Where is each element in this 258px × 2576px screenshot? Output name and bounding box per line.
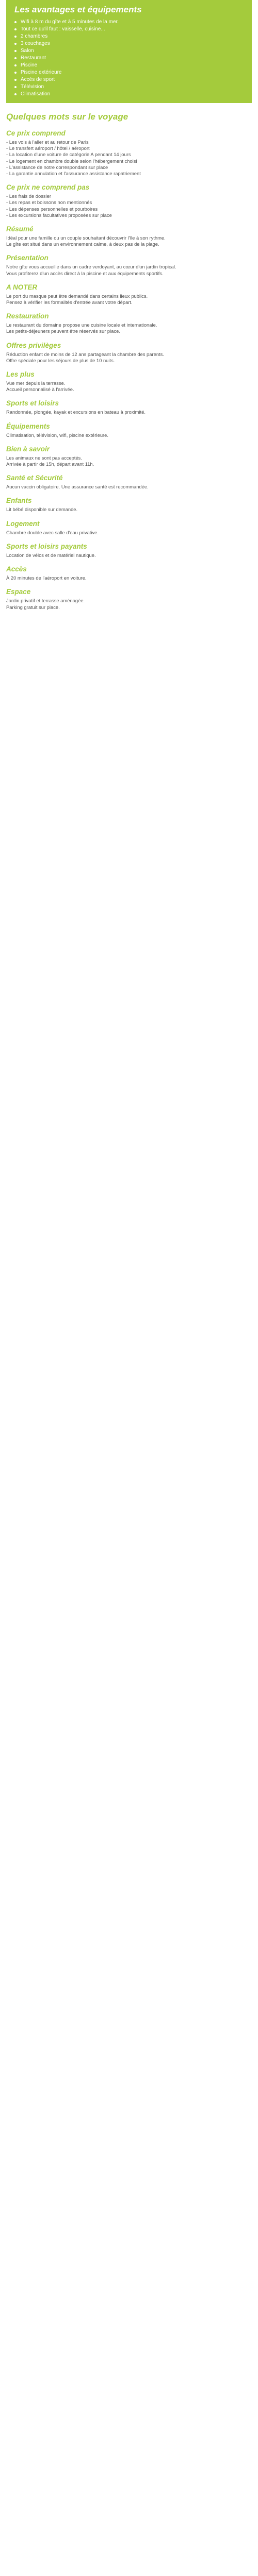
bullet-icon [14, 72, 17, 74]
advantage-label: Restaurant [21, 55, 46, 61]
section-text: Aucun vaccin obligatoire. Une assurance santé est recommandée. [6, 484, 149, 490]
section-heading: Offres privilèges [6, 341, 61, 349]
section-text: Vue mer depuis la terrasse. [6, 380, 66, 386]
section-heading: Enfants [6, 497, 32, 505]
section-text: Notre gîte vous accueille dans un cadre verdoyant, au cœur d'un jardin tropical. [6, 264, 176, 270]
section-heading: A NOTER [6, 283, 38, 291]
bullet-icon [14, 43, 17, 45]
section-text: Vous profiterez d'un accès direct à la piscine et aux équipements sportifs. [6, 270, 164, 276]
section-text: - Le logement en chambre double selon l'hébergement choisi [6, 158, 137, 164]
section-text: Lit bébé disponible sur demande. [6, 506, 78, 513]
section-heading: Équipements [6, 422, 50, 430]
section-heading: Ce prix ne comprend pas [6, 183, 90, 192]
section-heading: Sports et loisirs [6, 399, 59, 408]
advantage-label: Tout ce qu'il faut : vaisselle, cuisine... [21, 26, 105, 32]
advantages-box [6, 0, 252, 103]
section-text: - Les frais de dossier [6, 193, 52, 199]
advantage-label: Télévision [21, 84, 44, 90]
section-heading: Sports et loisirs payants [6, 542, 87, 550]
section-text: Chambre double avec salle d'eau privative. [6, 529, 99, 535]
bullet-icon [14, 36, 17, 38]
section-text: Le gîte est situé dans un environnement calme, à deux pas de la plage. [6, 241, 159, 247]
bullet-icon [14, 28, 17, 30]
section-text: - Les excursions facultatives proposées sur place [6, 212, 112, 218]
section-text: - La location d'une voiture de catégorie A pendant 14 jours [6, 151, 131, 158]
trip-sections [6, 129, 252, 611]
section-heading: Restauration [6, 312, 49, 320]
section-heading: Résumé [6, 225, 34, 233]
section-heading: Espace [6, 588, 31, 596]
advantages-title: Les avantages et équipements [14, 5, 142, 14]
section-heading: Bien à savoir [6, 445, 50, 453]
advantage-label: Piscine [21, 62, 38, 68]
section-text: Jardin privatif et terrasse aménagée. [6, 598, 85, 604]
section-text: Randonnée, plongée, kayak et excursions en bateau à proximité. [6, 409, 146, 415]
section-text: - L'assistance de notre correspondant sur place [6, 164, 108, 170]
bullet-icon [14, 57, 17, 59]
section-text: - Les dépenses personnelles et pourboires [6, 206, 98, 212]
section-text: Idéal pour une famille ou un couple souhaitant découvrir l'île à son rythme. [6, 235, 166, 241]
advantages-list [14, 19, 245, 98]
bullet-icon [14, 86, 17, 88]
section-text: Le restaurant du domaine propose une cuisine locale et internationale. [6, 322, 157, 328]
advantage-item [14, 69, 245, 76]
bullet-icon [14, 93, 17, 95]
bullet-icon [14, 50, 17, 52]
trip-details [0, 111, 258, 611]
advantage-item [14, 33, 245, 40]
bullet-icon [14, 79, 17, 81]
advantage-item [14, 26, 245, 33]
advantage-item [14, 19, 245, 26]
section-heading: Logement [6, 519, 40, 528]
advantage-item [14, 55, 245, 62]
advantage-label: Accès de sport [21, 77, 55, 82]
section-text: Le port du masque peut être demandé dans certains lieux publics. [6, 293, 148, 299]
advantage-item [14, 47, 245, 55]
section-text: Pensez à vérifier les formalités d'entrée avant votre départ. [6, 299, 133, 306]
bullet-icon [14, 21, 17, 23]
advantage-item [14, 62, 245, 69]
section-text: - Les repas et boissons non mentionnés [6, 199, 92, 206]
advantage-item [14, 83, 245, 91]
section-heading: Santé et Sécurité [6, 474, 63, 482]
section-text: Réduction enfant de moins de 12 ans partageant la chambre des parents. [6, 351, 164, 357]
section-heading: Ce prix comprend [6, 129, 66, 137]
advantage-label: 3 couchages [21, 41, 50, 46]
advantage-item [14, 91, 245, 98]
advantage-label: Salon [21, 48, 34, 54]
trip-details-title: Quelques mots sur le voyage [6, 112, 128, 122]
section-text: Arrivée à partir de 15h, départ avant 11h. [6, 461, 94, 467]
advantage-item [14, 76, 245, 83]
section-text: Location de vélos et de matériel nautique. [6, 552, 96, 558]
section-text: À 20 minutes de l'aéroport en voiture. [6, 575, 87, 581]
section-text: Accueil personnalisé à l'arrivée. [6, 386, 74, 393]
section-heading: Les plus [6, 370, 35, 379]
advantage-item [14, 40, 245, 47]
section-text: - Le transfert aéroport / hôtel / aéroport [6, 145, 90, 151]
section-heading: Présentation [6, 254, 49, 262]
section-text: Climatisation, télévision, wifi, piscine extérieure. [6, 432, 108, 438]
section-text: Les petits-déjeuners peuvent être réservés sur place. [6, 328, 120, 334]
section-text: - La garantie annulation et l'assurance assistance rapatriement [6, 171, 141, 177]
advantage-label: Piscine extérieure [21, 70, 62, 75]
advantage-label: Climatisation [21, 91, 51, 97]
section-text: - Les vols à l'aller et au retour de Paris [6, 139, 89, 145]
advantage-label: 2 chambres [21, 33, 48, 39]
section-heading: Accès [6, 565, 27, 573]
section-text: Parking gratuit sur place. [6, 604, 60, 610]
bullet-icon [14, 64, 17, 66]
section-text: Offre spéciale pour les séjours de plus de 10 nuits. [6, 357, 115, 363]
section-text: Les animaux ne sont pas acceptés. [6, 454, 82, 461]
advantage-label: Wifi à 8 m du gîte et à 5 minutes de la mer. [21, 19, 119, 25]
